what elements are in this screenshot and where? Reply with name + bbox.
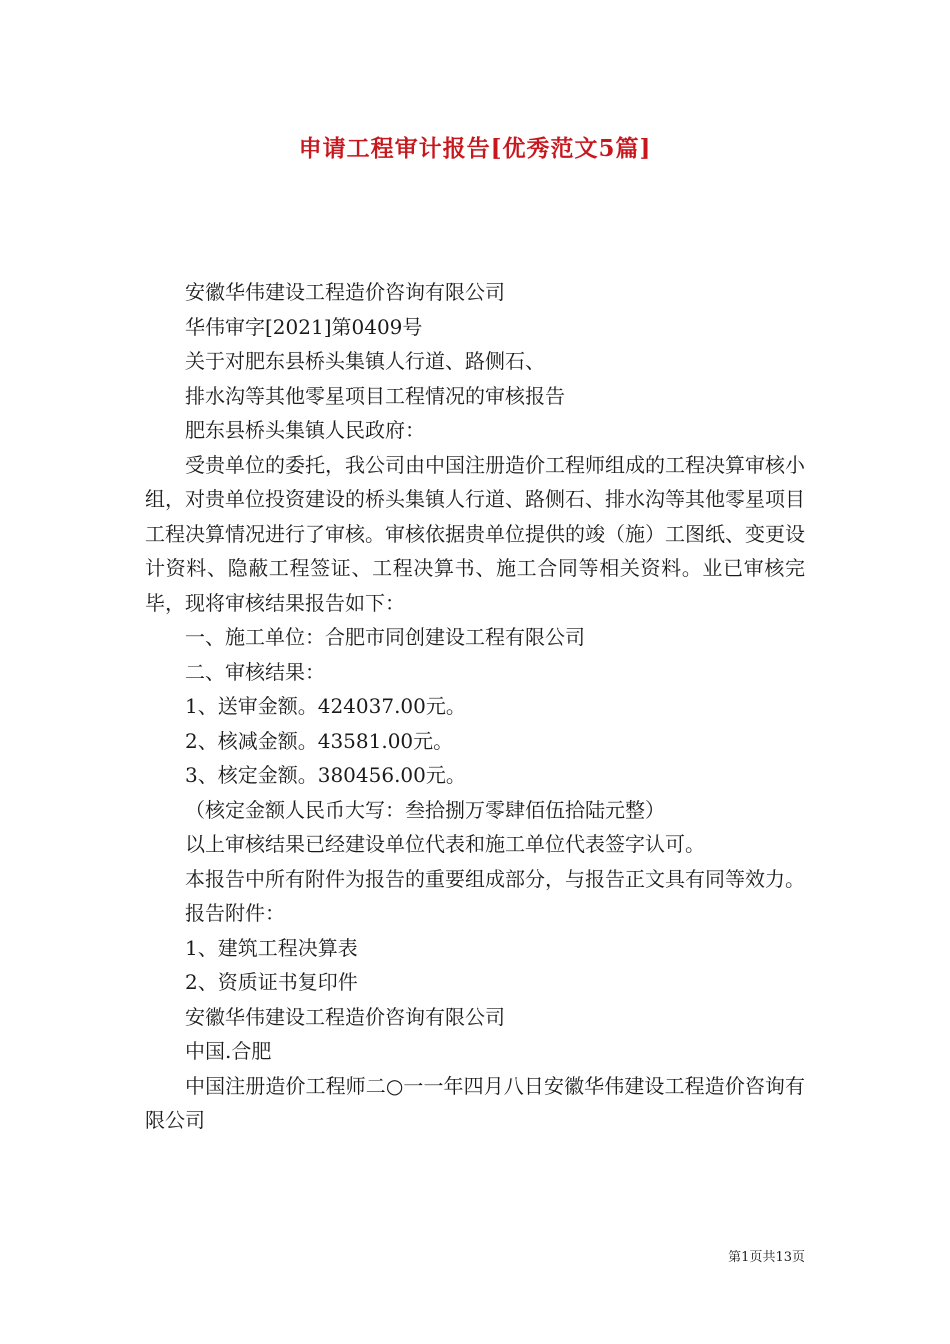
attachment-item-2: 2、资质证书复印件 [185, 970, 358, 994]
construction-unit: 一、施工单位：合肥市同创建设工程有限公司 [185, 625, 585, 649]
report-subject-line-2: 排水沟等其他零星项目工程情况的审核报告 [185, 383, 565, 408]
document-title: 申请工程审计报告[优秀范文5篇] [298, 135, 652, 162]
approved-amount-words: （核定金额人民币大写：叁拾捌万零肆佰伍拾陆元整） [185, 797, 665, 822]
intro-paragraph: 受贵单位的委托，我公司由中国注册造价工程师组成的工程决算审核小组，对贵单位投资建设的桥头集镇人行道、路侧石、排水沟等其他零星项目工程决算情况进行了审核。审核依据贵单位提供的竣（施）工图纸、变更设计资料、隐蔽工程签证、工程决算书、施工合同等相关资料。业已审核完毕，现将审核结果报告如下： [145, 452, 805, 615]
attachments-heading: 报告附件： [185, 901, 285, 925]
addressee: 肥东县桥头集镇人民政府： [185, 418, 425, 442]
document-body [145, 275, 805, 1138]
document-number: 华伟审字[2021]第0409号 [185, 314, 423, 339]
submitted-amount: 1、送审金额。424037.00元。 [185, 694, 466, 718]
attachment-validity-statement: 本报告中所有附件为报告的重要组成部分，与报告正文具有同等效力。 [185, 866, 805, 891]
signature-date-line: 中国注册造价工程师二○一一年四月八日安徽华伟建设工程造价咨询有限公司 [145, 1073, 805, 1132]
company-name: 安徽华伟建设工程造价咨询有限公司 [185, 280, 505, 304]
signature-company: 安徽华伟建设工程造价咨询有限公司 [185, 1004, 505, 1029]
attachment-item-1: 1、建筑工程决算表 [185, 935, 358, 960]
page-footer: 第1页共13页 [728, 1250, 805, 1265]
approved-amount: 3、核定金额。380456.00元。 [185, 763, 466, 787]
report-subject-line-1: 关于对肥东县桥头集镇人行道、路侧石、 [185, 349, 545, 373]
signature-location: 中国.合肥 [185, 1039, 272, 1063]
reduced-amount: 2、核减金额。43581.00元。 [185, 728, 454, 753]
audit-result-heading: 二、审核结果： [185, 659, 325, 684]
confirmation-statement: 以上审核结果已经建设单位代表和施工单位代表签字认可。 [185, 832, 705, 856]
